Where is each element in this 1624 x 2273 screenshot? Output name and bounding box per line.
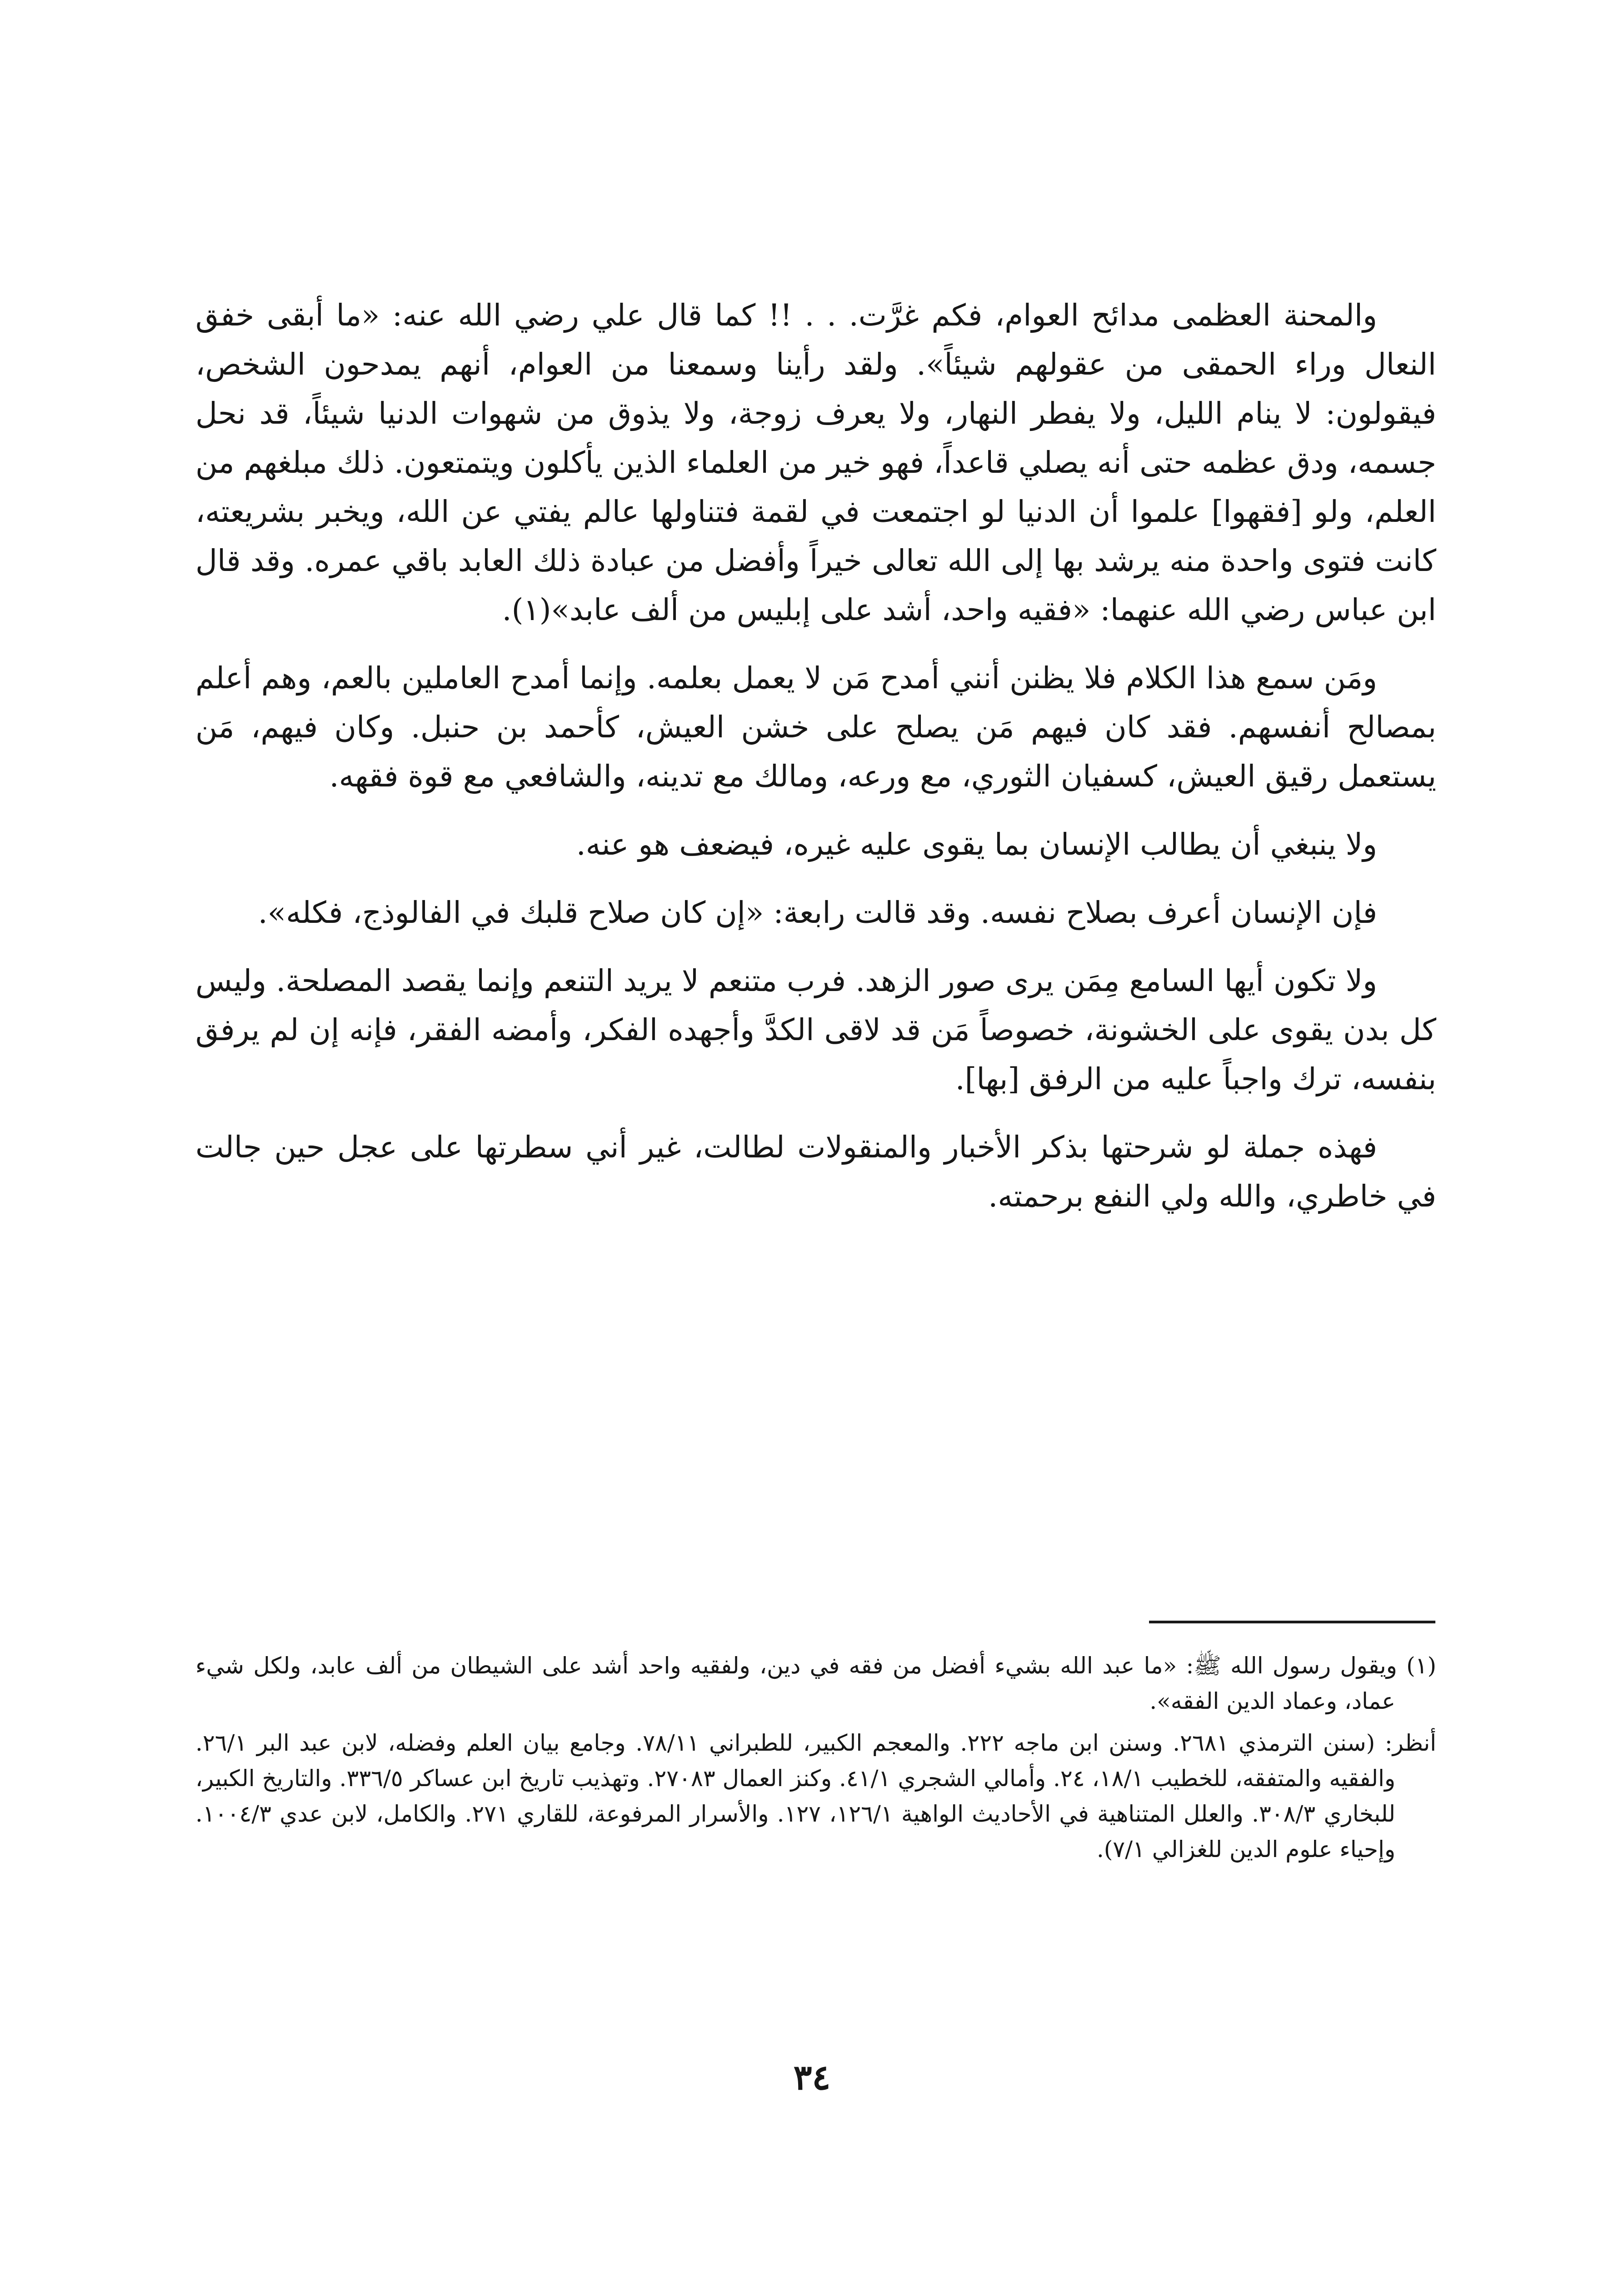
- paragraph-2: ومَن سمع هذا الكلام فلا يظنن أنني أمدح مَن لا يعمل بعلمه. وإنما أمدح العاملين بالعم، وهم أعلم بمصالح أنفسهم. فقد كان فيهم مَن يصلح على خشن العيش، كأحمد بن حنبل. وكان فيهم، مَن يستعمل رقيق العيش، كسفيان الثوري، مع ورعه، ومالك مع تدينه، والشافعي مع قوة فقهه.: [195, 661, 1436, 794]
- paragraph-6: فهذه جملة لو شرحتها بذكر الأخبار والمنقولات لطالت، غير أني سطرتها على عجل حين جالت في خاطري، والله ولي النفع برحمته.: [195, 1130, 1436, 1214]
- main-text: [195, 291, 1436, 1240]
- paragraph-3: ولا ينبغي أن يطالب الإنسان بما يقوى عليه غيره، فيضعف هو عنه.: [576, 827, 1377, 862]
- paragraph-5: ولا تكون أيها السامع مِمَن يرى صور الزهد. فرب متنعم لا يريد التنعم وإنما يقصد المصلحة. وليس كل بدن يقوى على الخشونة، خصوصاً مَن قد لاقى الكدَّ وأجهده الفكر، وأمضه الفقر، فإنه إن لم يرفق بنفسه، ترك واجباً عليه من الرفق [بها].: [195, 963, 1436, 1096]
- paragraph-4: فإن الإنسان أعرف بصلاح نفسه. وقد قالت رابعة: «إن كان صلاح قلبك في الفالوذج، فكله».: [258, 895, 1377, 930]
- footnotes: [195, 1648, 1436, 1873]
- footnote-separator: [1149, 1621, 1435, 1623]
- page-number: ٣٤: [793, 2057, 831, 2098]
- footnote-references: أنظر: (سنن الترمذي ٢٦٨١. وسنن ابن ماجه ٢٢٢. والمعجم الكبير، للطبراني ٧٨/١١. وجامع بيان العلم وفضله، لابن عبد البر ٢٦/١. والفقيه والمتفقه، للخطيب ١٨/١، ٢٤. وأمالي الشجري ٤١/١. وكنز العمال ٢٧٠٨٣. وتهذيب تاريخ ابن عساكر ٣٣٦/٥. والتاريخ الكبير، للبخاري ٣٠٨/٣. والعلل المتناهية في الأحاديث الواهية ١٢٦/١، ١٢٧. والأسرار المرفوعة، للقاري ٢٧١. والكامل، لابن عدي ١٠٠٤/٣. وإحياء علوم الدين للغزالي ٧/١).: [195, 1730, 1437, 1862]
- footnote-1: (١) ويقول رسول الله ﷺ: «ما عبد الله بشيء أفضل من فقه في دين، ولفقيه واحد أشد على الشيطان من ألف عابد، ولكل شيء عماد، وعماد الدين الفقه».: [195, 1652, 1436, 1714]
- paragraph-1: والمحنة العظمى مدائح العوام، فكم غرَّت. . . !! كما قال علي رضي الله عنه: «ما أبقى خفق النعال وراء الحمقى من عقولهم شيئاً». ولقد رأينا وسمعنا من العوام، أنهم يمدحون الشخص، فيقولون: لا ينام الليل، ولا يفطر النهار، ولا يعرف زوجة، ولا يذوق من شهوات الدنيا شيئاً، قد نحل جسمه، ودق عظمه حتى أنه يصلي قاعداً، فهو خير من العلماء الذين يأكلون ويتمتعون. ذلك مبلغهم من العلم، ولو [فقهوا] علموا أن الدنيا لو اجتمعت في لقمة فتناولها عالم يفتي عن الله، ويخبر بشريعته، كانت فتوى واحدة منه يرشد بها إلى الله تعالى خيراً وأفضل من عبادة ذلك العابد باقي عمره. وقد قال ابن عباس رضي الله عنهما: «فقيه واحد، أشد على إبليس من ألف عابد»(١).: [195, 298, 1436, 627]
